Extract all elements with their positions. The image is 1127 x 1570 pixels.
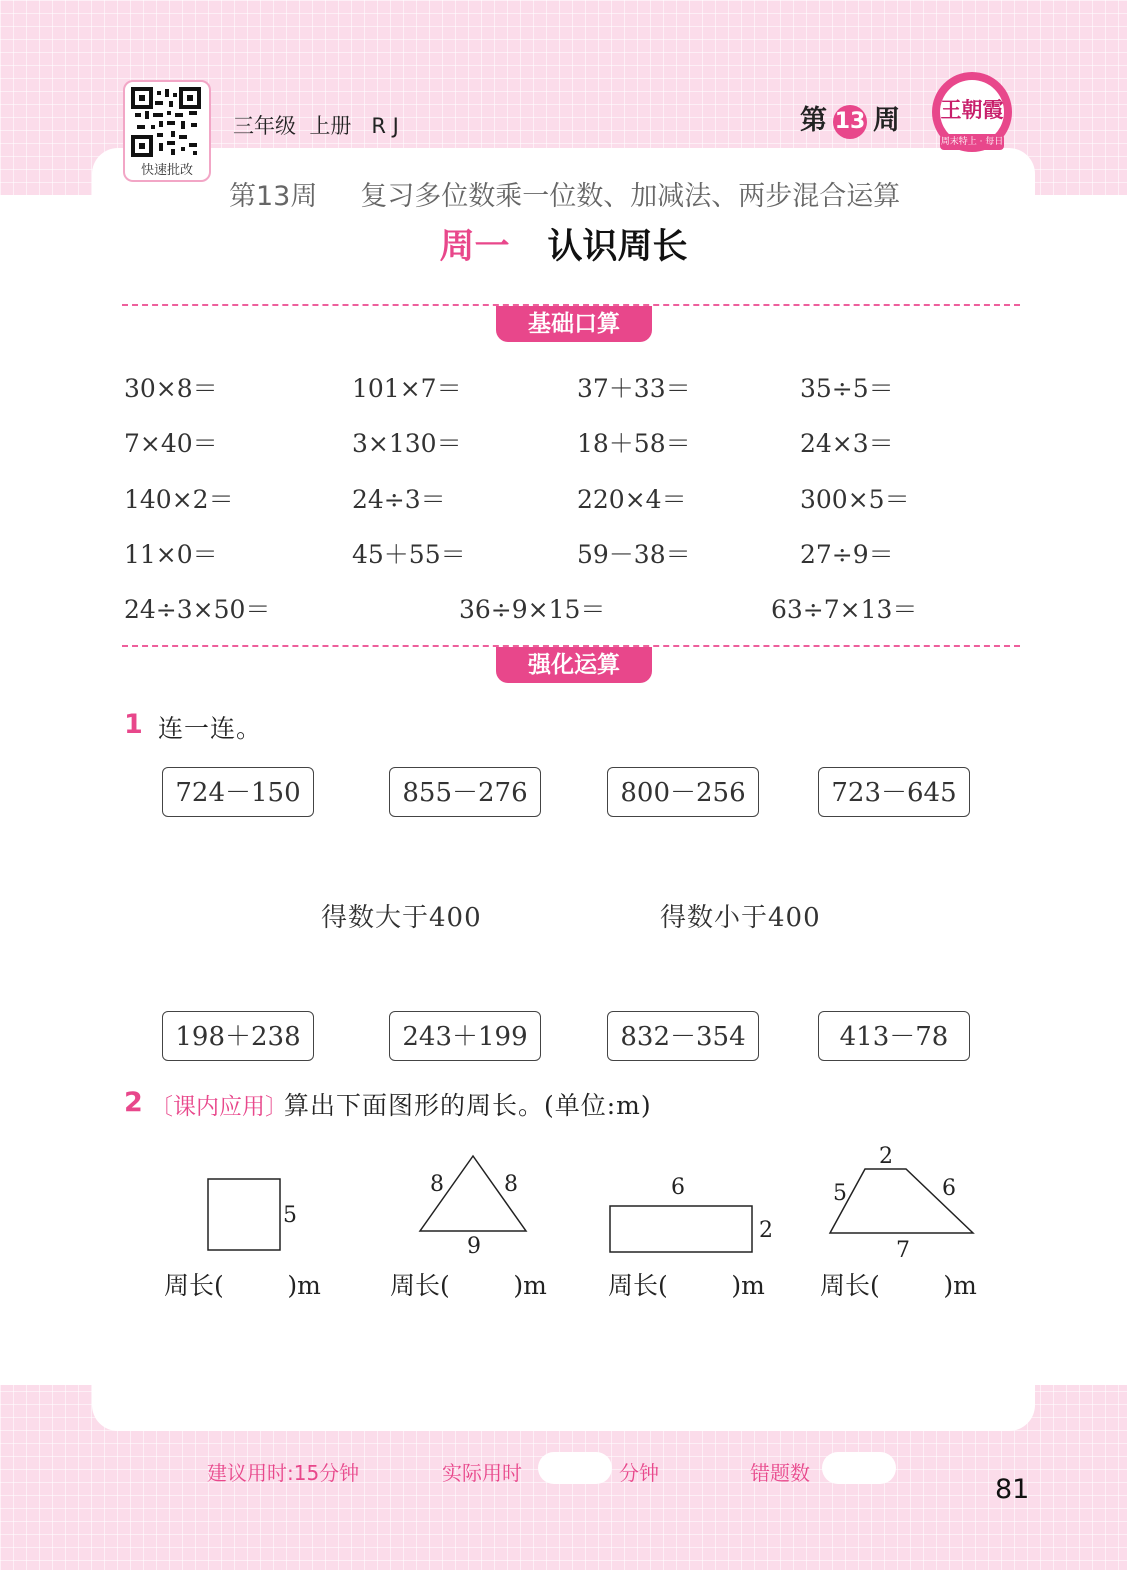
rectangle-shape — [610, 1206, 752, 1252]
calc-item: 63÷7×13＝ — [771, 595, 918, 624]
square-side-label: 5 — [283, 1203, 297, 1228]
suggested-time: 建议用时:15分钟 — [207, 1461, 360, 1485]
match-box-top[interactable]: 855－276 — [389, 767, 541, 817]
question-text: 连一连。 — [158, 714, 263, 743]
calc-item: 36÷9×15＝ — [459, 595, 606, 624]
match-target-less[interactable]: 得数小于400 — [660, 903, 821, 933]
rectangle-width-label: 2 — [759, 1218, 773, 1243]
section-tag-advanced: 强化运算 — [496, 647, 652, 683]
calc-item: 18＋58＝ — [577, 429, 691, 458]
actual-time-label: 实际用时 — [442, 1461, 522, 1485]
calc-item: 35÷5＝ — [800, 374, 894, 403]
calc-item: 24÷3＝ — [352, 485, 446, 514]
week-prefix: 第 — [800, 105, 827, 136]
calc-item: 7×40＝ — [124, 429, 218, 458]
week-title: 第13周 复习多位数乘一位数、加减法、两步混合运算 — [229, 181, 901, 212]
rectangle-length-label: 6 — [671, 1175, 685, 1200]
calc-item: 11×0＝ — [124, 540, 218, 569]
qr-label: 快速批改 — [140, 163, 193, 178]
week-suffix: 周 — [873, 105, 900, 136]
calc-item: 300×5＝ — [800, 485, 910, 514]
perimeter-answer[interactable]: 周长( )m — [390, 1271, 547, 1300]
topic-label: 认识周长 — [547, 227, 688, 267]
perimeter-answer[interactable]: 周长( )m — [820, 1271, 977, 1300]
match-box-top[interactable]: 724－150 — [162, 767, 314, 817]
question-text: 算出下面图形的周长。(单位:m) — [284, 1091, 652, 1120]
perimeter-answer[interactable]: 周长( )m — [164, 1271, 321, 1300]
square-shape — [208, 1179, 280, 1250]
triangle-side-label: 8 — [430, 1172, 444, 1197]
match-target-greater[interactable]: 得数大于400 — [321, 903, 482, 933]
match-box-bottom[interactable]: 243＋199 — [389, 1011, 541, 1061]
match-box-bottom[interactable]: 832－354 — [607, 1011, 759, 1061]
question-tag: 〔课内应用〕 — [150, 1094, 288, 1120]
trapezoid-left-label: 5 — [833, 1181, 847, 1206]
calc-item: 101×7＝ — [352, 374, 462, 403]
calc-item: 30×8＝ — [124, 374, 218, 403]
calc-item: 59－38＝ — [577, 540, 691, 569]
triangle-base-label: 9 — [467, 1234, 481, 1259]
calc-item: 24×3＝ — [800, 429, 894, 458]
match-box-top[interactable]: 723－645 — [818, 767, 970, 817]
perimeter-answer[interactable]: 周长( )m — [608, 1271, 765, 1300]
triangle-side-label: 8 — [504, 1172, 518, 1197]
trapezoid-bottom-label: 7 — [896, 1238, 910, 1263]
question-number: 1 — [124, 709, 143, 740]
calc-item: 37＋33＝ — [577, 374, 691, 403]
seal-text: 王朝霞 — [940, 97, 1004, 122]
match-box-bottom[interactable]: 413－78 — [818, 1011, 970, 1061]
calc-item: 27÷9＝ — [800, 540, 894, 569]
page-number: 81 — [995, 1474, 1030, 1505]
calc-item: 140×2＝ — [124, 485, 234, 514]
minutes-label: 分钟 — [619, 1461, 659, 1485]
grade-label: 三年级 上册 R J — [233, 114, 399, 138]
match-box-bottom[interactable]: 198＋238 — [162, 1011, 314, 1061]
calc-item: 220×4＝ — [577, 485, 687, 514]
section-tag-basic: 基础口算 — [496, 306, 652, 342]
calc-item: 45＋55＝ — [352, 540, 466, 569]
seal-foot: 周末特上 · 每日提升 — [940, 134, 1004, 150]
question-number: 2 — [124, 1087, 143, 1118]
day-label: 周一 — [439, 227, 510, 267]
calc-item: 24÷3×50＝ — [124, 595, 271, 624]
calc-item: 3×130＝ — [352, 429, 462, 458]
actual-time-input[interactable] — [538, 1452, 612, 1484]
match-box-top[interactable]: 800－256 — [607, 767, 759, 817]
errors-input[interactable] — [822, 1452, 896, 1484]
errors-label: 错题数 — [750, 1461, 810, 1485]
trapezoid-right-label: 6 — [942, 1176, 956, 1201]
trapezoid-top-label: 2 — [879, 1144, 893, 1169]
week-number: 13 — [833, 105, 867, 139]
